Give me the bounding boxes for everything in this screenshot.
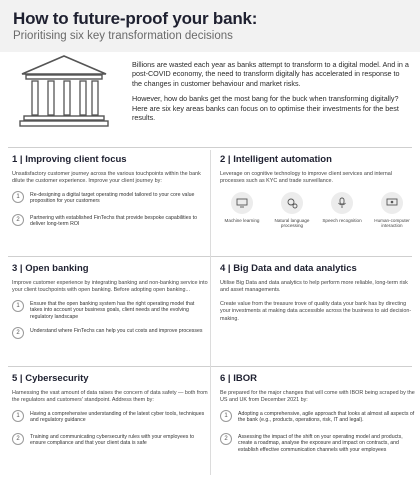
section-ibor: [220, 373, 416, 461]
list-item: [12, 301, 208, 321]
intro-text: [132, 60, 410, 128]
section-description: Unsatisfactory customer journey across the various touchpoints within the bank dilute the customer experience. Improve your client journey by:: [12, 171, 201, 185]
section-big-data: [220, 263, 416, 329]
automation-item: [270, 192, 314, 229]
step-number: 1: [12, 410, 24, 422]
list-item: [12, 411, 208, 427]
list-item: [12, 215, 208, 231]
step-text: Training and communicating cybersecurity rules with your employees to ensure compliance and that your client data is safe: [30, 433, 195, 447]
section-description: Harnessing the vast amount of data raises the concern of data safety — both from the regulators and customers' standpoint. Address them by:: [12, 390, 208, 404]
header-banner: [0, 0, 420, 52]
step-text: Understand where FinTechs can help you cut costs and improve processes: [30, 327, 203, 334]
monitor-icon: [231, 192, 253, 214]
section-description: Utilise Big Data and data analytics to help perform more reliable, long-term risk and asset managements.: [220, 280, 408, 294]
automation-label: Speech recognition: [322, 217, 362, 223]
section-description: Leverage on cognitive technology to improve client services and internal processes such as KYC and trade surveillance.: [220, 171, 393, 185]
intro-paragraph-2: However, how do banks get the most bang for the buck when transforming digitally? Here are six key areas banks can focus on to optimise their investments for the best results.: [132, 94, 399, 123]
divider: [8, 147, 412, 148]
microphone-icon: [331, 192, 353, 214]
step-number: 2: [12, 214, 24, 226]
step-number: 1: [12, 300, 24, 312]
bank-building-icon: [18, 54, 110, 128]
page-subtitle: Prioritising six key transformation decisions: [13, 30, 233, 42]
section-title: 5 | Cybersecurity: [12, 373, 89, 384]
section-description-2: Create value from the treasure trove of quality data your bank has by directing your investments at making data accessible across the business to aid decision-making.: [220, 300, 412, 322]
step-text: Assessing the impact of the shift on your operating model and products, create a roadmap, analyse the exposure and impact on contracts, and establish effective communication channels with your employees: [238, 433, 403, 453]
interaction-icon: [381, 192, 403, 214]
list-item: [12, 328, 208, 344]
automation-icons: [220, 192, 416, 229]
step-text: Ensure that the open banking system has the right operating model that takes into account your business goals, client needs and the evolving regulatory landscape: [30, 300, 195, 320]
step-number: 2: [12, 327, 24, 339]
section-intelligent-automation: [220, 154, 416, 229]
section-description: Improve customer experience by integrating banking and non-banking service into your client touchpoints with open banking. Before adopting open banking...: [12, 280, 208, 294]
automation-item: [220, 192, 264, 229]
automation-label: Natural language processing: [274, 217, 310, 229]
section-open-banking: [12, 263, 208, 351]
list-item: [220, 434, 416, 454]
step-text: Partnering with established FinTechs that provide bespoke capabilities to deliver long-term ROI: [30, 214, 197, 228]
list-item: [220, 411, 416, 427]
section-title: 4 | Big Data and data analytics: [220, 263, 357, 274]
list-item: [12, 434, 208, 450]
section-title: 6 | IBOR: [220, 373, 257, 384]
section-cybersecurity: [12, 373, 208, 457]
automation-label: Machine learning: [224, 217, 260, 223]
step-number: 1: [220, 410, 232, 422]
step-number: 2: [220, 433, 232, 445]
section-title: 2 | Intelligent automation: [220, 154, 332, 165]
step-number: 1: [12, 191, 24, 203]
intro-paragraph-1: Billions are wasted each year as banks attempt to transform to a digital model. And in a post-COVID economy, the need to transform digitally has accelerated in response to the changes in customer behaviour and market risks.: [132, 60, 409, 88]
automation-label: Human-computer interaction: [374, 217, 410, 229]
section-title: 3 | Open banking: [12, 263, 89, 274]
section-client-focus: [12, 154, 208, 238]
list-item: [12, 192, 208, 208]
step-number: 2: [12, 433, 24, 445]
step-text: Re-designing a digital target operating model tailored to your core value proposition for your customers: [30, 191, 195, 205]
automation-item: [320, 192, 364, 229]
section-title: 1 | Improving client focus: [12, 154, 127, 165]
gears-icon: [281, 192, 303, 214]
step-text: Having a comprehensive understanding of the latest cyber tools, techniques and regulatory guidance: [30, 410, 205, 424]
section-description: Be prepared for the major changes that will come with IBOR being scraped by the US and UK from December 2021 by:: [220, 390, 415, 404]
automation-item: [370, 192, 414, 229]
column-divider: [210, 150, 211, 475]
page-title: How to future-proof your bank:: [13, 9, 258, 28]
step-text: Adopting a comprehensive, agile approach that looks at almost all aspects of the bank (e.g., products, operations, risk, IT and legal).: [238, 410, 415, 424]
